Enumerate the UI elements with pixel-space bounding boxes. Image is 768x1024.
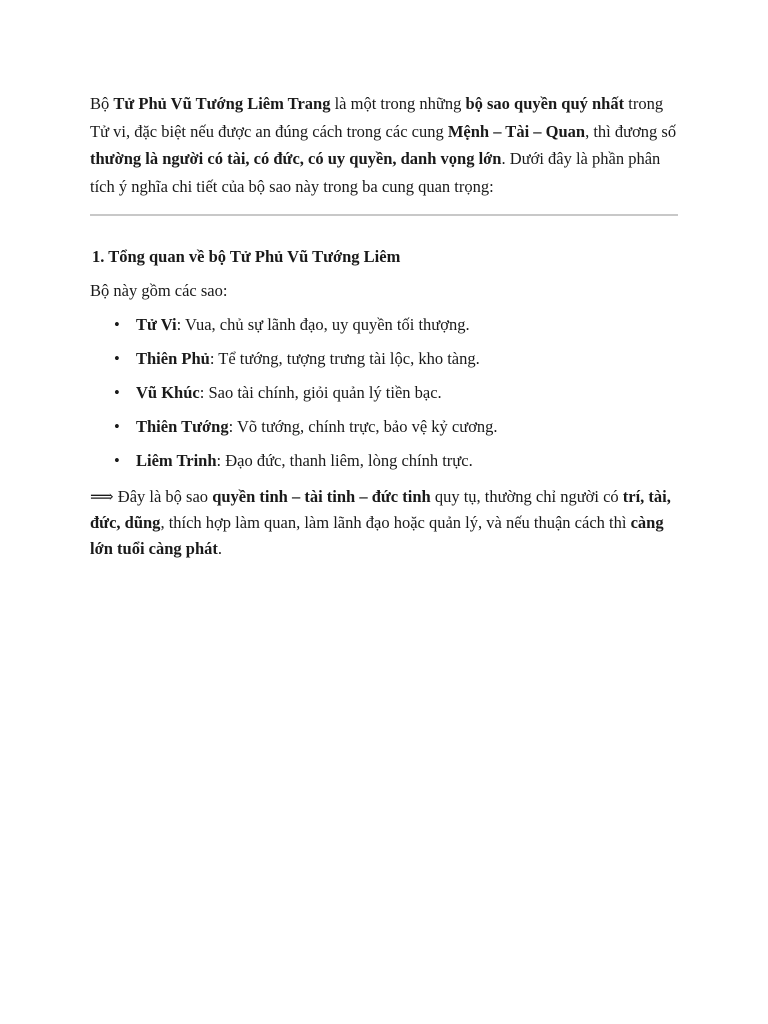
arrow-icon: ⟹ xyxy=(90,487,114,506)
intro-paragraph xyxy=(90,90,680,200)
intro-bold-3: Mệnh – Tài – Quan xyxy=(447,121,586,141)
bullet-icon: • xyxy=(114,451,120,470)
section-heading: 1. Tổng quan về bộ Tử Phủ Vũ Tướng Liêm xyxy=(92,247,401,266)
horizontal-divider xyxy=(90,214,678,216)
star-desc: : Sao tài chính, giỏi quản lý tiền bạc. xyxy=(199,383,442,402)
conclusion-text-2: quy tụ, thường chỉ người có xyxy=(430,487,623,506)
list-item xyxy=(90,382,680,404)
section-lead: Bộ này gồm các sao: xyxy=(90,281,228,300)
conclusion-bold-3: càng lớn tuổi càng phát xyxy=(90,513,664,558)
document-page xyxy=(90,90,680,562)
intro-text-5: . Dưới đây là phần phân tích ý nghĩa chi tiết của bộ sao này trong ba cung quan trọng: xyxy=(90,149,661,196)
star-list xyxy=(90,314,680,472)
list-item xyxy=(90,348,680,370)
conclusion-text-1: Đây là bộ sao xyxy=(113,487,213,506)
list-item xyxy=(90,416,680,438)
bullet-icon: • xyxy=(114,417,120,436)
star-desc: : Tể tướng, tượng trưng tài lộc, kho tàng. xyxy=(209,349,480,368)
intro-bold-1: Tử Phủ Vũ Tướng Liêm Trang xyxy=(113,94,331,113)
bullet-icon: • xyxy=(114,349,120,368)
intro-text-2: là một trong những xyxy=(330,94,466,113)
star-name: Thiên Phủ xyxy=(136,349,210,368)
conclusion-text-3: , thích hợp làm quan, làm lãnh đạo hoặc quản lý, và nếu thuận cách thì xyxy=(160,513,631,532)
star-name: Thiên Tướng xyxy=(136,417,229,436)
list-item xyxy=(90,314,680,336)
bullet-icon: • xyxy=(114,315,120,334)
star-desc: : Vua, chủ sự lãnh đạo, uy quyền tối thượng. xyxy=(176,315,470,334)
star-name: Tử Vi xyxy=(136,315,177,334)
conclusion-bold-1: quyền tinh – tài tinh – đức tinh xyxy=(212,487,431,506)
intro-text-1: Bộ xyxy=(90,94,114,113)
intro-text-4: , thì đương số xyxy=(585,121,677,141)
star-name: Vũ Khúc xyxy=(136,383,200,402)
list-item xyxy=(90,450,680,472)
intro-bold-2: bộ sao quyền quý nhất xyxy=(465,94,625,113)
star-desc: : Võ tướng, chính trực, bảo vệ kỷ cương. xyxy=(228,417,498,436)
conclusion-bold-2: trí, tài, đức, dũng xyxy=(90,487,671,532)
bullet-icon: • xyxy=(114,383,120,402)
star-desc: : Đạo đức, thanh liêm, lòng chính trực. xyxy=(216,451,473,470)
intro-text-3: trong Tử vi, đặc biệt nếu được an đúng cách trong các cung xyxy=(90,94,664,141)
conclusion-paragraph xyxy=(90,484,680,562)
intro-bold-4: thường là người có tài, có đức, có uy quyền, danh vọng lớn xyxy=(90,149,502,168)
conclusion-text-4: . xyxy=(217,539,222,558)
star-name: Liêm Trinh xyxy=(136,451,217,470)
